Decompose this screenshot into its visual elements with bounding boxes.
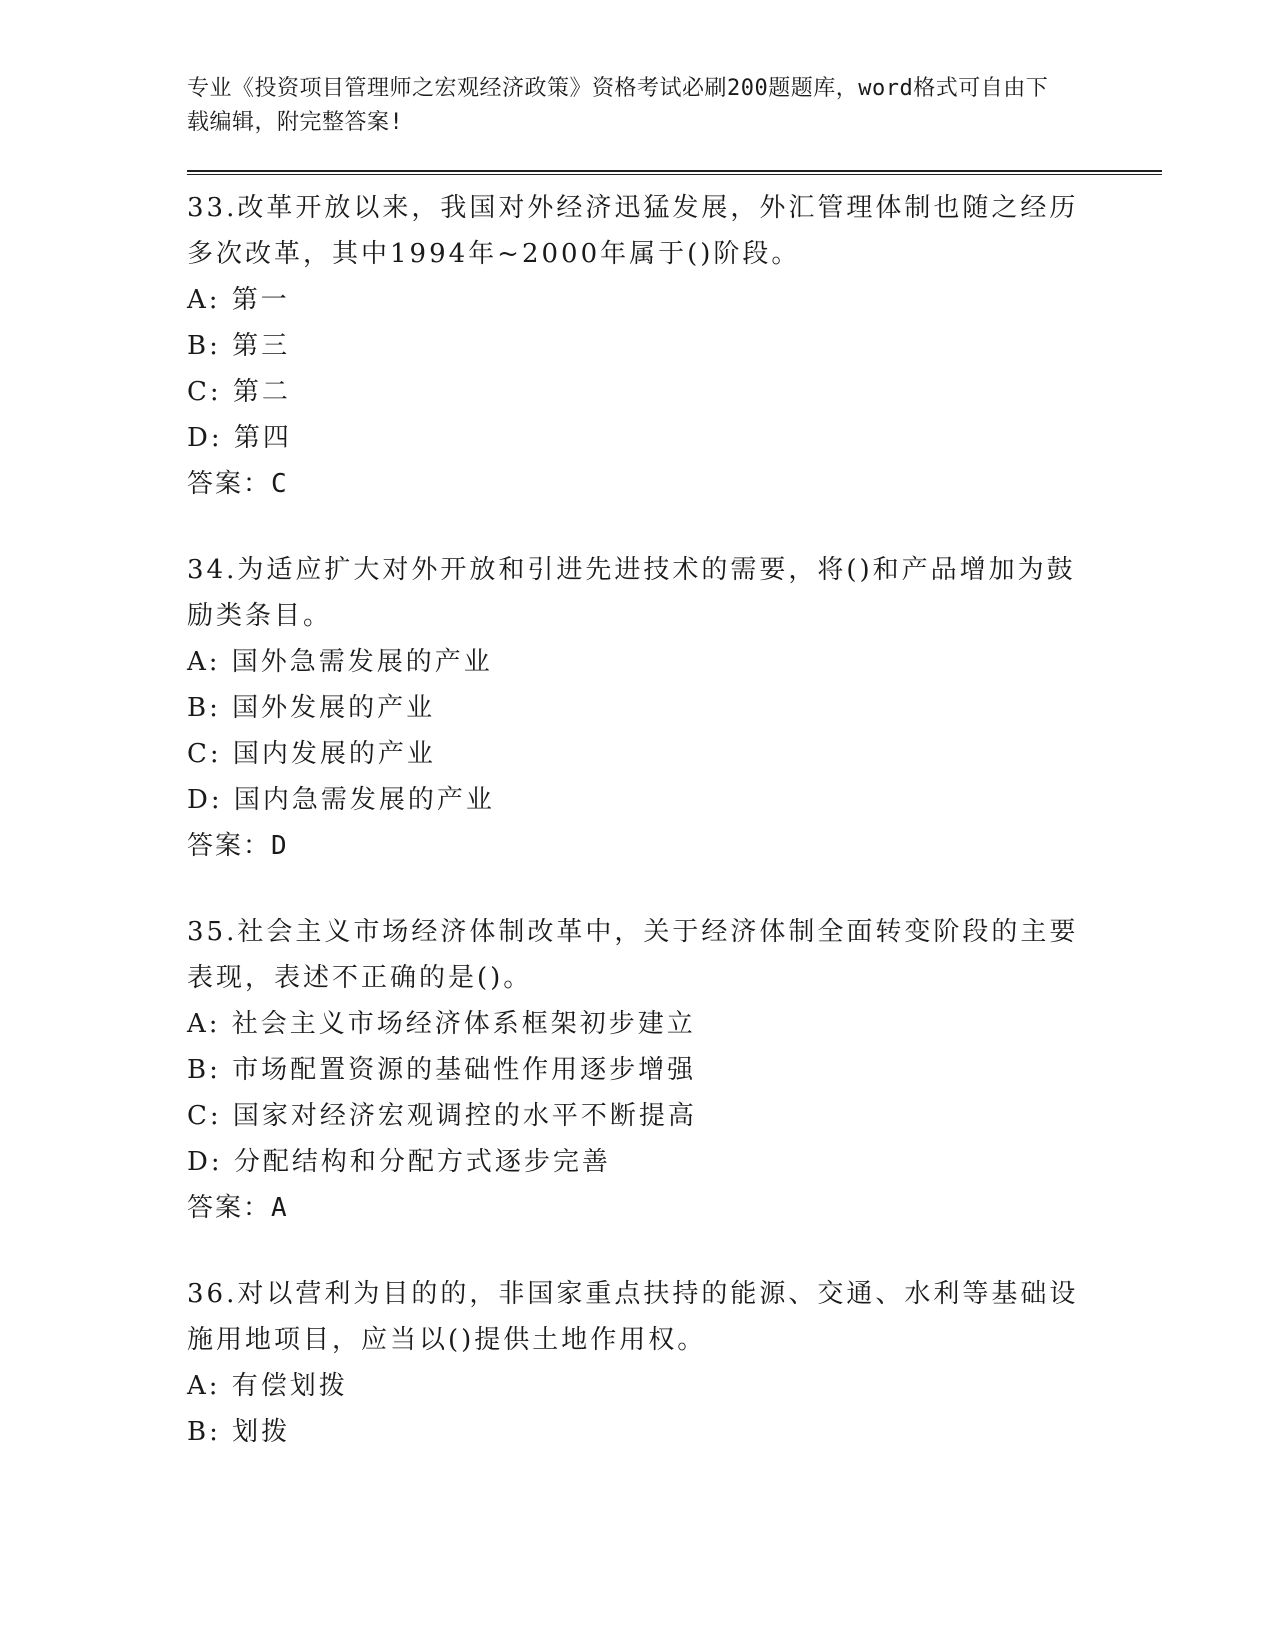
option-b: B: 第三 (187, 331, 291, 361)
option-d: D: 分配结构和分配方式逐步完善 (187, 1147, 611, 1177)
document-header: 专业《投资项目管理师之宏观经济政策》资格考试必刷200题题库，word格式可自由下载编辑，附完整答案! (187, 76, 1049, 135)
option-a: A: 社会主义市场经济体系框架初步建立 (187, 1009, 696, 1039)
question-34 (187, 547, 1162, 869)
question-33 (187, 185, 1162, 507)
question-stem: 36.对以营利为目的的，非国家重点扶持的能源、交通、水利等基础设施用地项目，应当以()提供土地作用权。 (187, 1279, 1079, 1355)
document-page (187, 72, 1162, 1455)
answer: 答案：A (187, 1193, 289, 1223)
answer: 答案：C (187, 469, 289, 499)
option-b: B: 国外发展的产业 (187, 693, 436, 723)
option-b: B: 划拨 (187, 1417, 291, 1447)
question-stem: 35.社会主义市场经济体制改革中，关于经济体制全面转变阶段的主要表现，表述不正确的是()。 (187, 917, 1079, 993)
question-35 (187, 909, 1162, 1231)
header-divider (187, 170, 1162, 175)
option-a: A: 有偿划拨 (187, 1371, 348, 1401)
question-stem: 34.为适应扩大对外开放和引进先进技术的需要，将()和产品增加为鼓励类条目。 (187, 555, 1076, 631)
option-d: D: 国内急需发展的产业 (187, 785, 495, 815)
option-d: D: 第四 (187, 423, 292, 453)
option-c: C: 第二 (187, 377, 291, 407)
option-c: C: 国内发展的产业 (187, 739, 436, 769)
answer: 答案：D (187, 831, 289, 861)
option-a: A: 国外急需发展的产业 (187, 647, 493, 677)
option-a: A: 第一 (187, 285, 290, 315)
question-36 (187, 1271, 1162, 1455)
option-b: B: 市场配置资源的基础性作用逐步增强 (187, 1055, 697, 1085)
option-c: C: 国家对经济宏观调控的水平不断提高 (187, 1101, 697, 1131)
question-stem: 33.改革开放以来，我国对外经济迅猛发展，外汇管理体制也随之经历多次改革，其中1994年~2000年属于()阶段。 (187, 193, 1079, 269)
